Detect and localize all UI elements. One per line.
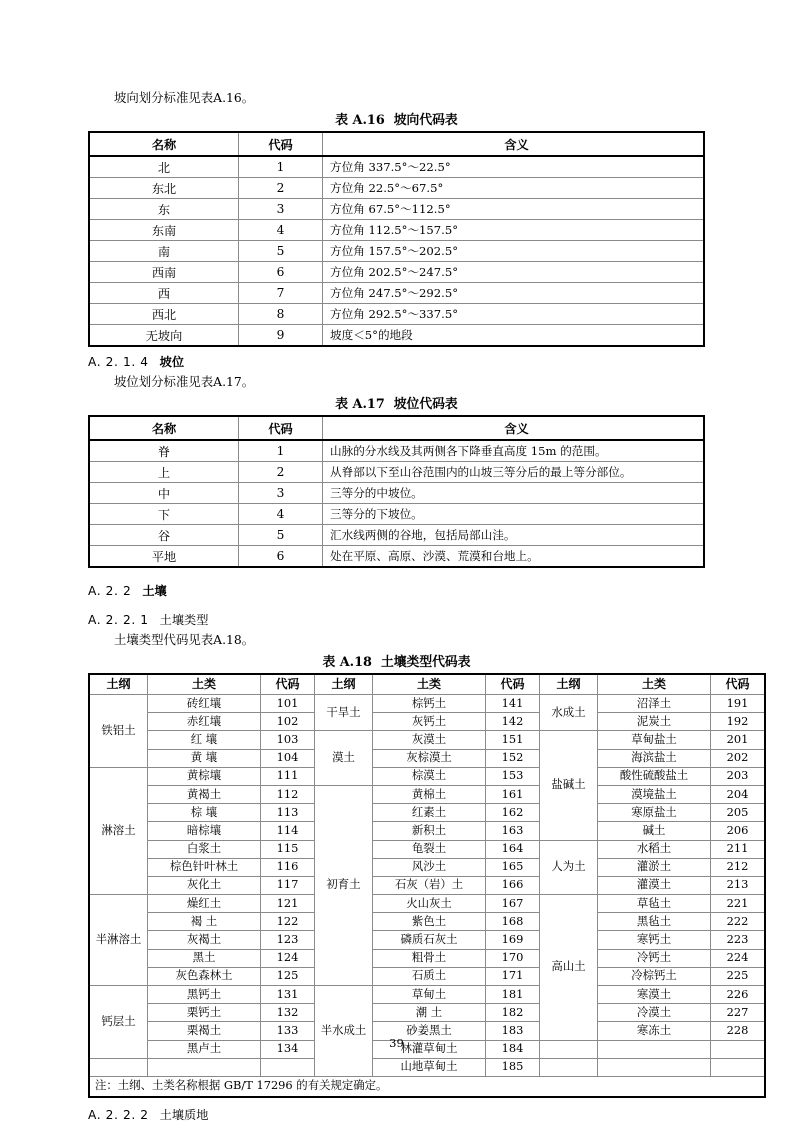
section-a214-number: A. 2. 1. 4 — [88, 355, 149, 369]
table-row — [89, 695, 765, 713]
cell-name: 上 — [89, 462, 239, 483]
cell-soil-code: 131 — [261, 986, 315, 1004]
cell-soil-type: 寒钙土 — [598, 931, 711, 949]
cell-soil-code: 115 — [261, 840, 315, 858]
cell-empty — [711, 1058, 766, 1076]
table-row — [89, 462, 704, 483]
cell-soil-code: 227 — [711, 1004, 766, 1022]
cell-soil-type: 灌淤土 — [598, 858, 711, 876]
cell-soil-order: 初育土 — [315, 785, 373, 985]
table-row — [89, 986, 765, 1004]
cell-meaning: 三等分的中坡位。 — [323, 483, 705, 504]
table-row — [89, 241, 704, 262]
cell-soil-type: 泥炭土 — [598, 713, 711, 731]
section-a22-title: 土壤 — [142, 584, 167, 598]
table-row — [89, 504, 704, 525]
table-row — [89, 822, 765, 840]
cell-soil-order: 钙层土 — [89, 986, 148, 1059]
cell-soil-order: 高山土 — [540, 895, 598, 1041]
cell-soil-code: 213 — [711, 876, 766, 894]
table-a16-caption-title: 坡向代码表 — [393, 113, 458, 128]
page-content — [88, 88, 750, 1125]
cell-soil-code: 202 — [711, 749, 766, 767]
cell-soil-type: 火山灰土 — [373, 895, 486, 913]
cell-code: 1 — [239, 156, 323, 178]
table-row — [89, 156, 704, 178]
table-header-row — [89, 132, 704, 156]
cell-soil-code: 111 — [261, 767, 315, 785]
cell-soil-code: 181 — [486, 986, 540, 1004]
col-header-code: 代码 — [711, 674, 766, 695]
cell-name: 下 — [89, 504, 239, 525]
cell-soil-code: 203 — [711, 767, 766, 785]
cell-soil-type: 砖红壤 — [148, 695, 261, 713]
cell-soil-code: 228 — [711, 1022, 766, 1040]
cell-meaning: 山脉的分水线及其两侧各下降垂直高度 15m 的范围。 — [323, 440, 705, 462]
section-a214-title: 坡位 — [159, 355, 185, 369]
cell-soil-code: 142 — [486, 713, 540, 731]
table-row — [89, 895, 765, 913]
cell-meaning: 方位角 247.5°～292.5° — [323, 283, 705, 304]
cell-soil-code: 205 — [711, 804, 766, 822]
cell-code: 4 — [239, 504, 323, 525]
cell-code: 8 — [239, 304, 323, 325]
cell-soil-code: 191 — [711, 695, 766, 713]
cell-soil-type: 灰棕漠土 — [373, 749, 486, 767]
col-header-order: 土纲 — [315, 674, 373, 695]
cell-soil-code: 116 — [261, 858, 315, 876]
cell-soil-type: 酸性硫酸盐土 — [598, 767, 711, 785]
col-header-name: 名称 — [89, 416, 239, 440]
cell-name: 东 — [89, 199, 239, 220]
cell-soil-type: 草甸土 — [373, 986, 486, 1004]
cell-soil-code: 132 — [261, 1004, 315, 1022]
cell-soil-type: 冷钙土 — [598, 949, 711, 967]
cell-code: 7 — [239, 283, 323, 304]
cell-soil-type: 砂姜黑土 — [373, 1022, 486, 1040]
cell-soil-code: 141 — [486, 695, 540, 713]
table-row — [89, 525, 704, 546]
cell-soil-type: 黑钙土 — [148, 986, 261, 1004]
section-a221-title: 土壤类型 — [159, 613, 209, 627]
cell-soil-type: 石灰（岩）土 — [373, 876, 486, 894]
table-row — [89, 785, 765, 803]
cell-empty — [261, 1058, 315, 1076]
cell-meaning: 处在平原、高原、沙漠、荒漠和台地上。 — [323, 546, 705, 568]
cell-meaning: 汇水线两侧的谷地，包括局部山洼。 — [323, 525, 705, 546]
cell-soil-type: 褐 土 — [148, 913, 261, 931]
table-row — [89, 1004, 765, 1022]
cell-soil-code: 113 — [261, 804, 315, 822]
cell-meaning: 方位角 292.5°～337.5° — [323, 304, 705, 325]
col-header-code: 代码 — [239, 416, 323, 440]
cell-empty — [540, 1058, 598, 1076]
table-row — [89, 967, 765, 985]
cell-soil-type: 棕 壤 — [148, 804, 261, 822]
section-a221-number: A. 2. 2. 1 — [88, 613, 149, 627]
cell-soil-code: 122 — [261, 913, 315, 931]
col-header-meaning: 含义 — [323, 132, 705, 156]
col-header-type: 土类 — [598, 674, 711, 695]
cell-meaning: 方位角 22.5°～67.5° — [323, 178, 705, 199]
cell-soil-type: 寒漠土 — [598, 986, 711, 1004]
cell-soil-code: 123 — [261, 931, 315, 949]
cell-soil-type: 红素土 — [373, 804, 486, 822]
cell-name: 西 — [89, 283, 239, 304]
table-row — [89, 913, 765, 931]
cell-soil-type: 灰化土 — [148, 876, 261, 894]
table-row — [89, 199, 704, 220]
table-row — [89, 731, 765, 749]
cell-soil-order: 水成土 — [540, 695, 598, 731]
cell-soil-code: 104 — [261, 749, 315, 767]
table-a17 — [88, 415, 705, 568]
cell-meaning: 方位角 67.5°～112.5° — [323, 199, 705, 220]
table-row — [89, 1058, 765, 1076]
section-a222-number: A. 2. 2. 2 — [88, 1107, 149, 1122]
cell-code: 3 — [239, 199, 323, 220]
cell-soil-type: 白浆土 — [148, 840, 261, 858]
cell-code: 3 — [239, 483, 323, 504]
section-heading-a22 — [88, 582, 705, 601]
cell-soil-code: 134 — [261, 1040, 315, 1058]
table-row — [89, 931, 765, 949]
cell-soil-type: 燥红土 — [148, 895, 261, 913]
cell-name: 北 — [89, 156, 239, 178]
cell-name: 南 — [89, 241, 239, 262]
cell-soil-type: 寒冻土 — [598, 1022, 711, 1040]
cell-soil-code: 163 — [486, 822, 540, 840]
cell-soil-code: 223 — [711, 931, 766, 949]
col-header-code: 代码 — [261, 674, 315, 695]
cell-name: 东北 — [89, 178, 239, 199]
table-row — [89, 440, 704, 462]
cell-soil-code: 170 — [486, 949, 540, 967]
table-a16 — [88, 131, 705, 347]
cell-soil-code: 114 — [261, 822, 315, 840]
cell-soil-order: 盐碱土 — [540, 731, 598, 840]
cell-name: 平地 — [89, 546, 239, 568]
cell-soil-type: 黄棉土 — [373, 785, 486, 803]
cell-soil-type: 黄棕壤 — [148, 767, 261, 785]
cell-soil-type: 灰褐土 — [148, 931, 261, 949]
cell-soil-code: 171 — [486, 967, 540, 985]
section-a22-number: A. 2. 2 — [88, 584, 132, 598]
cell-code: 5 — [239, 525, 323, 546]
table-row — [89, 325, 704, 347]
cell-soil-type: 石质土 — [373, 967, 486, 985]
col-header-name: 名称 — [89, 132, 239, 156]
section-heading-a214 — [88, 353, 705, 372]
cell-meaning: 从脊部以下至山谷范围内的山坡三等分后的最上等分部位。 — [323, 462, 705, 483]
cell-soil-code: 222 — [711, 913, 766, 931]
cell-empty — [598, 1058, 711, 1076]
cell-soil-code: 169 — [486, 931, 540, 949]
cell-empty — [89, 1058, 148, 1076]
cell-soil-code: 224 — [711, 949, 766, 967]
cell-soil-type: 潮 土 — [373, 1004, 486, 1022]
section-heading-a221 — [88, 611, 705, 630]
cell-soil-type: 灰色森林土 — [148, 967, 261, 985]
table-header-row — [89, 416, 704, 440]
cell-soil-code: 165 — [486, 858, 540, 876]
cell-soil-type: 栗褐土 — [148, 1022, 261, 1040]
table-row — [89, 804, 765, 822]
cell-meaning: 方位角 157.5°～202.5° — [323, 241, 705, 262]
cell-soil-code: 226 — [711, 986, 766, 1004]
table-row — [89, 949, 765, 967]
table-row — [89, 713, 765, 731]
cell-soil-code: 211 — [711, 840, 766, 858]
table-a17-caption-number: 表 A.17 — [335, 397, 385, 412]
cell-soil-type: 草毡土 — [598, 895, 711, 913]
table-row — [89, 767, 765, 785]
col-header-order: 土纲 — [540, 674, 598, 695]
cell-soil-code: 185 — [486, 1058, 540, 1076]
table-row — [89, 178, 704, 199]
cell-soil-type: 黄褐土 — [148, 785, 261, 803]
cell-soil-code: 162 — [486, 804, 540, 822]
cell-soil-code: 153 — [486, 767, 540, 785]
cell-code: 6 — [239, 546, 323, 568]
cell-code: 6 — [239, 262, 323, 283]
table-a18-caption — [88, 653, 705, 673]
cell-name: 脊 — [89, 440, 239, 462]
col-header-meaning: 含义 — [323, 416, 705, 440]
cell-soil-code: 125 — [261, 967, 315, 985]
table-a17-caption-title: 坡位代码表 — [393, 397, 458, 412]
cell-soil-code: 133 — [261, 1022, 315, 1040]
cell-soil-type: 磷质石灰土 — [373, 931, 486, 949]
cell-soil-type: 风沙土 — [373, 858, 486, 876]
cell-soil-type: 寒原盐土 — [598, 804, 711, 822]
cell-name: 东南 — [89, 220, 239, 241]
table-a18-caption-title: 土壤类型代码表 — [380, 655, 471, 670]
cell-name: 谷 — [89, 525, 239, 546]
table-row — [89, 876, 765, 894]
cell-soil-type: 黑卢土 — [148, 1040, 261, 1058]
cell-code: 2 — [239, 462, 323, 483]
cell-soil-code: 161 — [486, 785, 540, 803]
cell-soil-order: 干旱土 — [315, 695, 373, 731]
table-row — [89, 546, 704, 568]
cell-soil-code: 121 — [261, 895, 315, 913]
cell-meaning: 三等分的下坡位。 — [323, 504, 705, 525]
cell-soil-type: 黄 壤 — [148, 749, 261, 767]
cell-soil-type: 棕漠土 — [373, 767, 486, 785]
col-header-type: 土类 — [148, 674, 261, 695]
cell-soil-code: 167 — [486, 895, 540, 913]
cell-soil-type: 新积土 — [373, 822, 486, 840]
cell-soil-type: 粗骨土 — [373, 949, 486, 967]
col-header-code: 代码 — [239, 132, 323, 156]
cell-name: 无坡向 — [89, 325, 239, 347]
cell-code: 9 — [239, 325, 323, 347]
cell-soil-type: 黑毡土 — [598, 913, 711, 931]
table-note: 注：土纲、土类名称根据 GB/T 17296 的有关规定确定。 — [89, 1076, 765, 1097]
cell-soil-type: 龟裂土 — [373, 840, 486, 858]
cell-soil-code: 124 — [261, 949, 315, 967]
cell-soil-type: 冷漠土 — [598, 1004, 711, 1022]
cell-soil-code: 221 — [711, 895, 766, 913]
cell-soil-code: 152 — [486, 749, 540, 767]
cell-soil-code: 204 — [711, 785, 766, 803]
cell-soil-type: 棕色针叶林土 — [148, 858, 261, 876]
table-row — [89, 262, 704, 283]
cell-soil-type: 海滨盐土 — [598, 749, 711, 767]
table-a18-caption-number: 表 A.18 — [322, 655, 372, 670]
section-heading-a222 — [88, 1106, 705, 1125]
cell-meaning: 方位角 112.5°～157.5° — [323, 220, 705, 241]
cell-soil-type: 灰漠土 — [373, 731, 486, 749]
intro-text-a17: 坡位划分标准见表A.17。 — [114, 374, 255, 389]
cell-soil-type: 灌漠土 — [598, 876, 711, 894]
cell-code: 2 — [239, 178, 323, 199]
cell-meaning: 方位角 202.5°～247.5° — [323, 262, 705, 283]
cell-soil-type: 紫色土 — [373, 913, 486, 931]
col-header-code: 代码 — [486, 674, 540, 695]
cell-soil-order: 人为土 — [540, 840, 598, 895]
cell-code: 5 — [239, 241, 323, 262]
cell-soil-code: 206 — [711, 822, 766, 840]
cell-soil-type: 碱土 — [598, 822, 711, 840]
cell-name: 中 — [89, 483, 239, 504]
cell-soil-type: 草甸盐土 — [598, 731, 711, 749]
cell-empty — [148, 1058, 261, 1076]
table-header-row — [89, 674, 765, 695]
cell-name: 西南 — [89, 262, 239, 283]
section-a222-title: 土壤质地 — [159, 1107, 209, 1122]
table-row — [89, 483, 704, 504]
cell-soil-code: 164 — [486, 840, 540, 858]
col-header-order: 土纲 — [89, 674, 148, 695]
cell-soil-type: 红 壤 — [148, 731, 261, 749]
table-a16-caption — [88, 111, 705, 131]
cell-soil-type: 林灌草甸土 — [373, 1040, 486, 1058]
cell-soil-code: 225 — [711, 967, 766, 985]
cell-soil-type: 漠境盐土 — [598, 785, 711, 803]
cell-soil-type: 栗钙土 — [148, 1004, 261, 1022]
cell-soil-code: 182 — [486, 1004, 540, 1022]
cell-soil-code: 212 — [711, 858, 766, 876]
cell-name: 西北 — [89, 304, 239, 325]
cell-meaning: 坡度＜5°的地段 — [323, 325, 705, 347]
cell-soil-code: 102 — [261, 713, 315, 731]
table-row — [89, 840, 765, 858]
cell-soil-type: 棕钙土 — [373, 695, 486, 713]
table-row — [89, 220, 704, 241]
cell-soil-type: 山地草甸土 — [373, 1058, 486, 1076]
cell-soil-type: 冷棕钙土 — [598, 967, 711, 985]
cell-soil-code: 183 — [486, 1022, 540, 1040]
table-a18 — [88, 673, 766, 1098]
intro-text-a18: 土壤类型代码见表A.18。 — [114, 632, 255, 647]
cell-soil-type: 灰钙土 — [373, 713, 486, 731]
cell-soil-type: 水稻土 — [598, 840, 711, 858]
cell-soil-order: 铁铝土 — [89, 695, 148, 768]
table-row — [89, 749, 765, 767]
cell-soil-order: 半水成土 — [315, 986, 373, 1077]
cell-soil-code: 192 — [711, 713, 766, 731]
cell-soil-code: 112 — [261, 785, 315, 803]
cell-soil-type: 沼泽土 — [598, 695, 711, 713]
cell-soil-order: 淋溶土 — [89, 767, 148, 894]
cell-soil-order: 漠土 — [315, 731, 373, 786]
cell-soil-code: 168 — [486, 913, 540, 931]
cell-meaning: 方位角 337.5°～22.5° — [323, 156, 705, 178]
cell-soil-code: 101 — [261, 695, 315, 713]
cell-code: 4 — [239, 220, 323, 241]
cell-soil-code: 166 — [486, 876, 540, 894]
table-row — [89, 304, 704, 325]
cell-soil-code: 201 — [711, 731, 766, 749]
table-note-row — [89, 1076, 765, 1097]
table-a17-caption — [88, 395, 705, 415]
page-number: 39 — [389, 1036, 404, 1050]
cell-soil-code: 103 — [261, 731, 315, 749]
col-header-type: 土类 — [373, 674, 486, 695]
table-row — [89, 283, 704, 304]
cell-soil-code: 184 — [486, 1040, 540, 1058]
cell-soil-order: 半淋溶土 — [89, 895, 148, 986]
table-a16-caption-number: 表 A.16 — [335, 113, 385, 128]
table-row — [89, 858, 765, 876]
cell-code: 1 — [239, 440, 323, 462]
cell-soil-code: 117 — [261, 876, 315, 894]
cell-soil-code: 151 — [486, 731, 540, 749]
intro-text-a16: 坡向划分标准见表A.16。 — [114, 90, 255, 105]
cell-soil-type: 暗棕壤 — [148, 822, 261, 840]
cell-soil-type: 黑土 — [148, 949, 261, 967]
cell-soil-type: 赤红壤 — [148, 713, 261, 731]
